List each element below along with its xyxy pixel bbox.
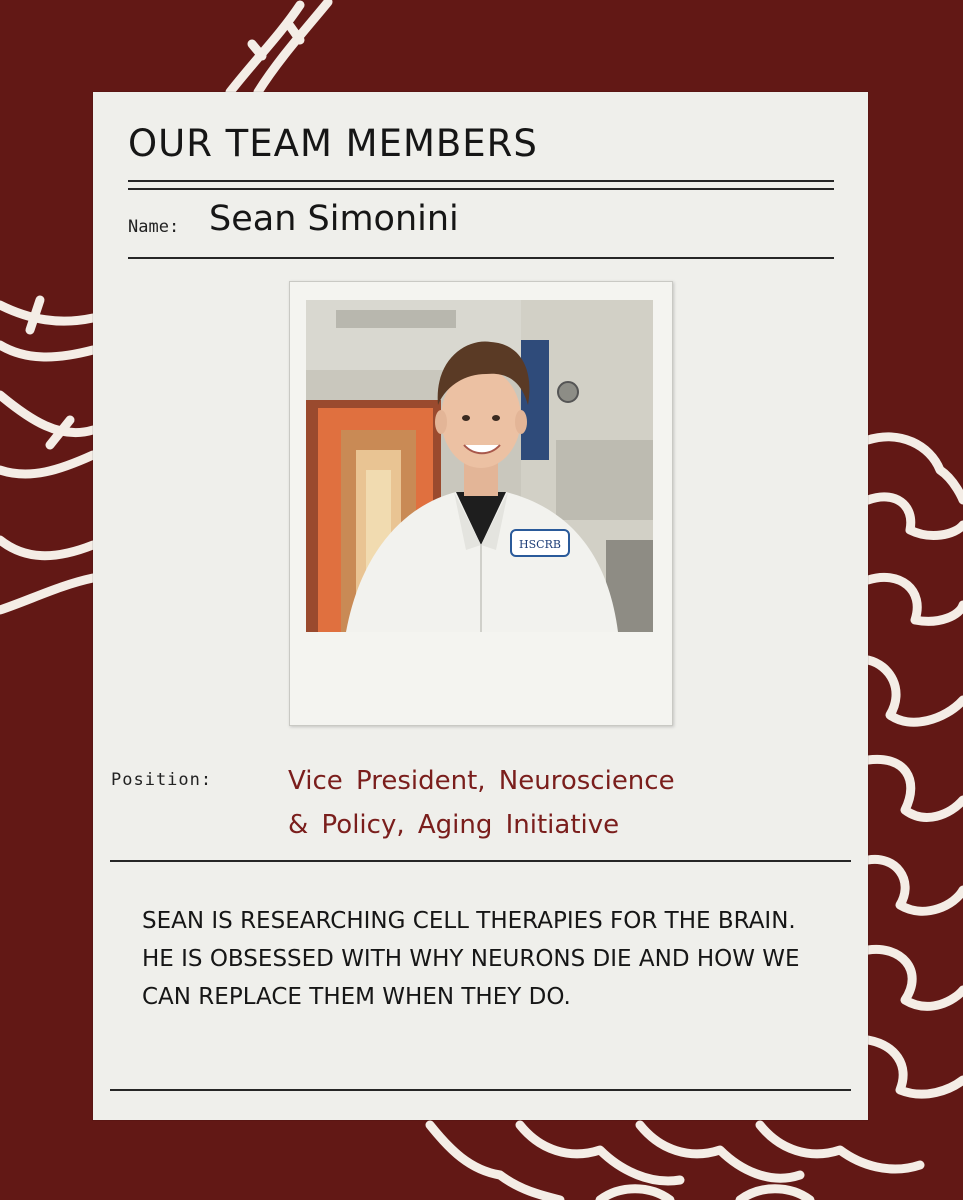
position-line-2: & Policy, Aging Initiative [288,810,620,840]
position-divider [110,860,851,862]
member-photo [306,300,653,632]
name-divider [128,257,834,259]
member-name: Sean Simonini [209,199,459,239]
position-label: Position: [111,770,213,790]
member-position [288,759,788,847]
team-member-card [93,92,868,1120]
brain-lobe-line-art [868,437,963,500]
name-label: Name: [128,217,180,237]
coat-badge-text: HSCRB [519,538,561,551]
heading-divider-top [128,180,834,182]
bottom-brain-line-art [430,1125,560,1200]
section-heading: OUR TEAM MEMBERS [128,122,538,165]
member-photo-frame [289,281,673,726]
bio-divider [110,1089,851,1091]
position-line-1: Vice President, Neuroscience [288,766,675,796]
member-bio: SEAN IS RESEARCHING CELL THERAPIES FOR THE BRAIN. HE IS OBSESSED WITH WHY NEURONS DIE AND HOW WE CAN REPLACE THEM WHEN THEY DO. [142,908,800,1010]
heading-divider-bottom [128,188,834,190]
left-branch-line-art [0,305,93,321]
